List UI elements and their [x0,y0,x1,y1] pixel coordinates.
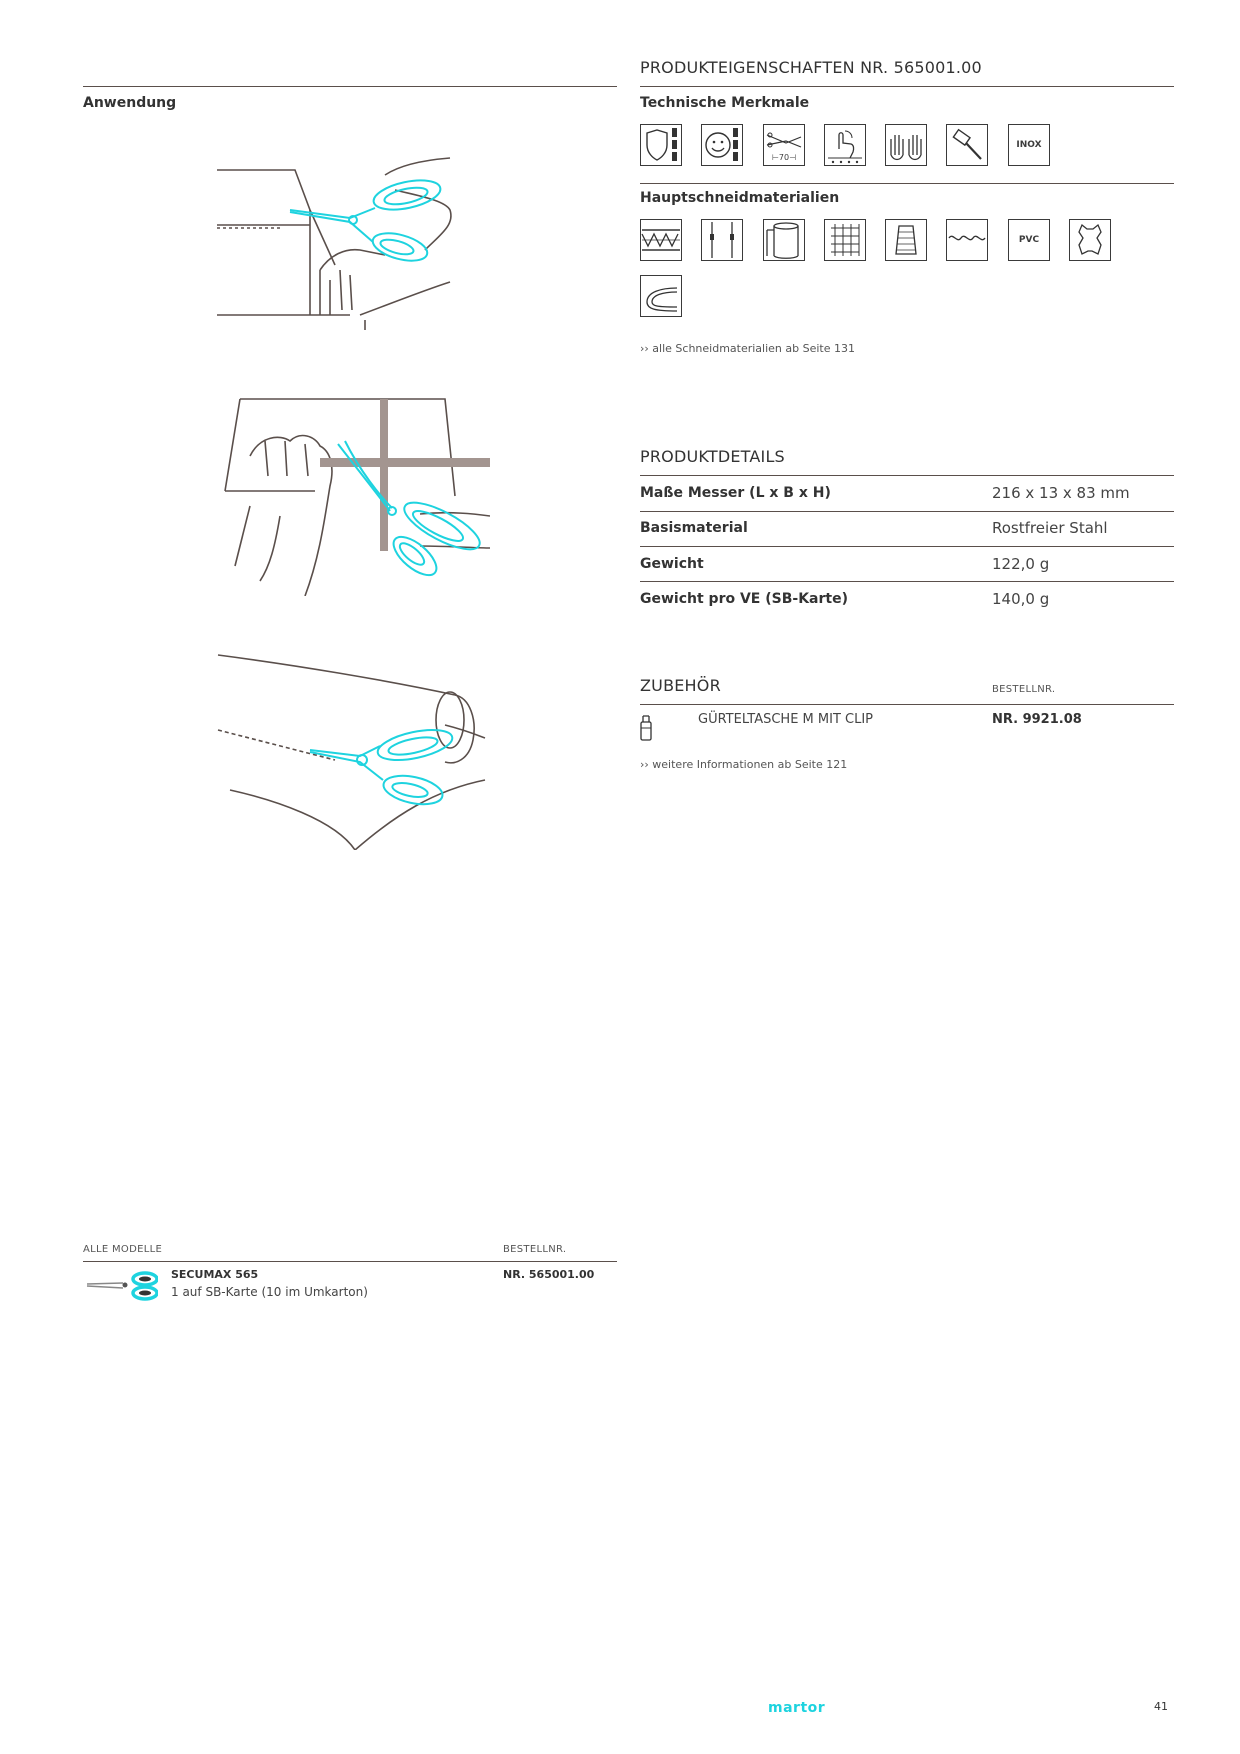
detail-value-dimensions: 216 x 13 x 83 mm [992,484,1130,502]
illustration-cutting-box [210,150,490,330]
detail-value-material: Rostfreier Stahl [992,519,1108,537]
model-number: NR. 565001.00 [503,1268,595,1281]
right-top-rule [640,86,1174,87]
fabric-icon [824,219,866,261]
left-top-rule [83,86,617,87]
box-icon [701,219,743,261]
leather-icon [1069,219,1111,261]
gloves-icon [885,124,927,166]
models-header-right: BESTELLNR. [503,1244,567,1255]
pvc-icon [1008,219,1050,261]
product-details-heading: PRODUKTDETAILS [640,447,785,466]
details-rule-0 [640,475,1174,476]
inox-icon [1008,124,1050,166]
accessory-number: NR. 9921.08 [992,712,1082,727]
materials-link[interactable]: ›› alle Schneidmaterialien ab Seite 131 [640,342,855,355]
cardboard-icon [640,219,682,261]
detail-value-weight-unit: 140,0 g [992,590,1050,608]
detail-label-weight: Gewicht [640,556,704,572]
detail-label-weight-unit: Gewicht pro VE (SB-Karte) [640,591,848,607]
technical-rule [640,183,1174,184]
accessory-link[interactable]: ›› weitere Informationen ab Seite 121 [640,758,848,771]
detail-value-weight: 122,0 g [992,555,1050,573]
materials-label: Hauptschneidmaterialien [640,190,840,206]
inox-text: INOX [1016,140,1042,150]
anwendung-label: Anwendung [83,95,177,111]
accessory-order-label: BESTELLNR. [992,684,1056,695]
illustration-cutting-tape [220,396,490,596]
accessory-rule [640,704,1174,705]
hammer-icon [946,124,988,166]
details-rule-2 [640,546,1174,547]
wavy-film-icon [946,219,988,261]
illustration-cutting-roll [215,650,490,850]
depth-text: ⊢70⊣ [771,152,797,162]
cutting-depth-icon [763,124,805,166]
brand-logo: martor [768,1700,826,1716]
hose-icon [640,275,682,317]
technical-features-label: Technische Merkmale [640,95,810,111]
paper-roll-icon [763,219,805,261]
smiley-icon [701,124,743,166]
shield-safety-icon [640,124,682,166]
scissors-product-icon [83,1271,158,1301]
details-rule-1 [640,511,1174,512]
pvc-text: PVC [1018,235,1040,245]
models-header-left: ALLE MODELLE [83,1244,163,1255]
details-rule-3 [640,581,1174,582]
product-properties-heading: PRODUKTEIGENSCHAFTEN NR. 565001.00 [640,58,982,77]
model-description: 1 auf SB-Karte (10 im Umkarton) [171,1285,368,1299]
thread-spool-icon [885,219,927,261]
detail-label-material: Basismaterial [640,520,748,536]
model-name: SECUMAX 565 [171,1268,259,1281]
detail-label-dimensions: Maße Messer (L x B x H) [640,485,831,501]
belt-pouch-icon [638,714,654,742]
accessory-name: GÜRTELTASCHE M MIT CLIP [698,712,874,727]
accessory-heading: ZUBEHÖR [640,676,721,695]
page-number: 41 [1154,1700,1168,1713]
models-rule [83,1261,617,1262]
touch-icon [824,124,866,166]
